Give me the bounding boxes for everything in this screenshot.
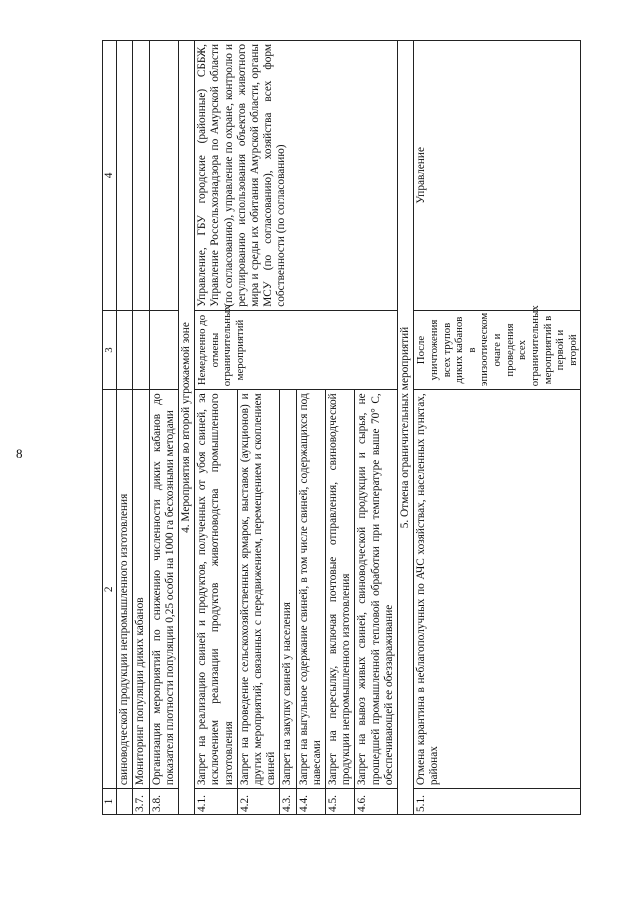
row-number: 4.4. (296, 789, 325, 815)
section-heading-row (179, 41, 195, 815)
row-text: Запрет на пересылку, включая почтовые отправления, свиноводческой продукции непромышленного изготовления (326, 390, 355, 789)
table-row (149, 41, 178, 815)
row-text: Запрет на проведение сельскохозяйственных ярмарок, выставок (аукционов) и других мероприятий, связанных с передвижением, перемещением и скоплением свиней (237, 390, 280, 789)
row-text: Запрет на вывоз живых свиней, свиноводческой продукции и сырья, не прошедшей промышленной тепловой обработки при температуре выше 70° С, обеспечивающей ее обеззараживание (355, 390, 398, 789)
row-number: 3.7. (133, 789, 149, 815)
table-row (414, 41, 581, 815)
table-row (195, 41, 238, 815)
section-4-responsible: Управление, ГБУ городские (районные) СББЖ, Управление Россельхознадзора по Амурской области (по согласованию), управление по охране, контролю и регулированию использования объектов животного мира и среды их обитания Амурской области, органы МСУ (по согласованию), хозяйства всех форм собственности (по согласованию) (195, 41, 398, 311)
row-number: 3.8. (149, 789, 178, 815)
section-4-deadline: Немедленно до отмены ограничительных мероприятий (195, 310, 398, 390)
row-number: 4.5. (326, 789, 355, 815)
section-heading-row (398, 41, 414, 815)
row-number: 4.3. (280, 789, 296, 815)
row-number: 4.1. (195, 789, 238, 815)
row-number: 5.1. (414, 789, 581, 815)
row-responsible (149, 41, 178, 311)
row-text: Мониторинг популяции диких кабанов (133, 390, 149, 789)
row-responsible: Управление (414, 41, 581, 311)
row-deadline (117, 310, 133, 390)
header-col-1: 1 (103, 789, 117, 815)
row-text: свиноводческой продукции непромышленного изготовления (117, 390, 133, 789)
rotated-table-page (102, 40, 579, 815)
row-text: Запрет на выгульное содержание свиней, в том числе свиней, содержащихся под навесами (296, 390, 325, 789)
header-row (103, 41, 117, 815)
table-row (133, 41, 149, 815)
row-responsible (133, 41, 149, 311)
row-text: Запрет на реализацию свиней и продуктов, полученных от убоя свиней, за исключением реализации продуктов животноводства промышленного изготовления (195, 390, 238, 789)
row-number: 4.2. (237, 789, 280, 815)
header-col-2: 2 (103, 390, 117, 789)
row-deadline (149, 310, 178, 390)
row-responsible (117, 41, 133, 311)
row-text: Отмена карантина в неблагополучных по АЧС хозяйствах, населенных пунктах, районах (414, 390, 581, 789)
page-number: 8 (16, 446, 23, 461)
landscape-content (102, 40, 579, 815)
row-number (117, 789, 133, 815)
section-4-title: 4. Мероприятия во второй угрожаемой зоне (179, 41, 195, 815)
header-col-4: 4 (103, 41, 117, 311)
row-text: Организация мероприятий по снижению численности диких кабанов до показателя плотности популяции 0,25 особи на 1000 га бесхозными методами (149, 390, 178, 789)
row-deadline (133, 310, 149, 390)
measures-table (102, 40, 581, 815)
row-number: 4.6. (355, 789, 398, 815)
header-col-3: 3 (103, 310, 117, 390)
row-deadline: После уничтожения всех трупов диких кабанов в эпизоотическом очаге и проведения всех ограничительных мероприятий в первой и второй (414, 310, 581, 390)
section-5-title: 5. Отмена ограничительных мероприятий (398, 41, 414, 815)
table-row (117, 41, 133, 815)
row-text: Запрет на закупку свиней у населения (280, 390, 296, 789)
